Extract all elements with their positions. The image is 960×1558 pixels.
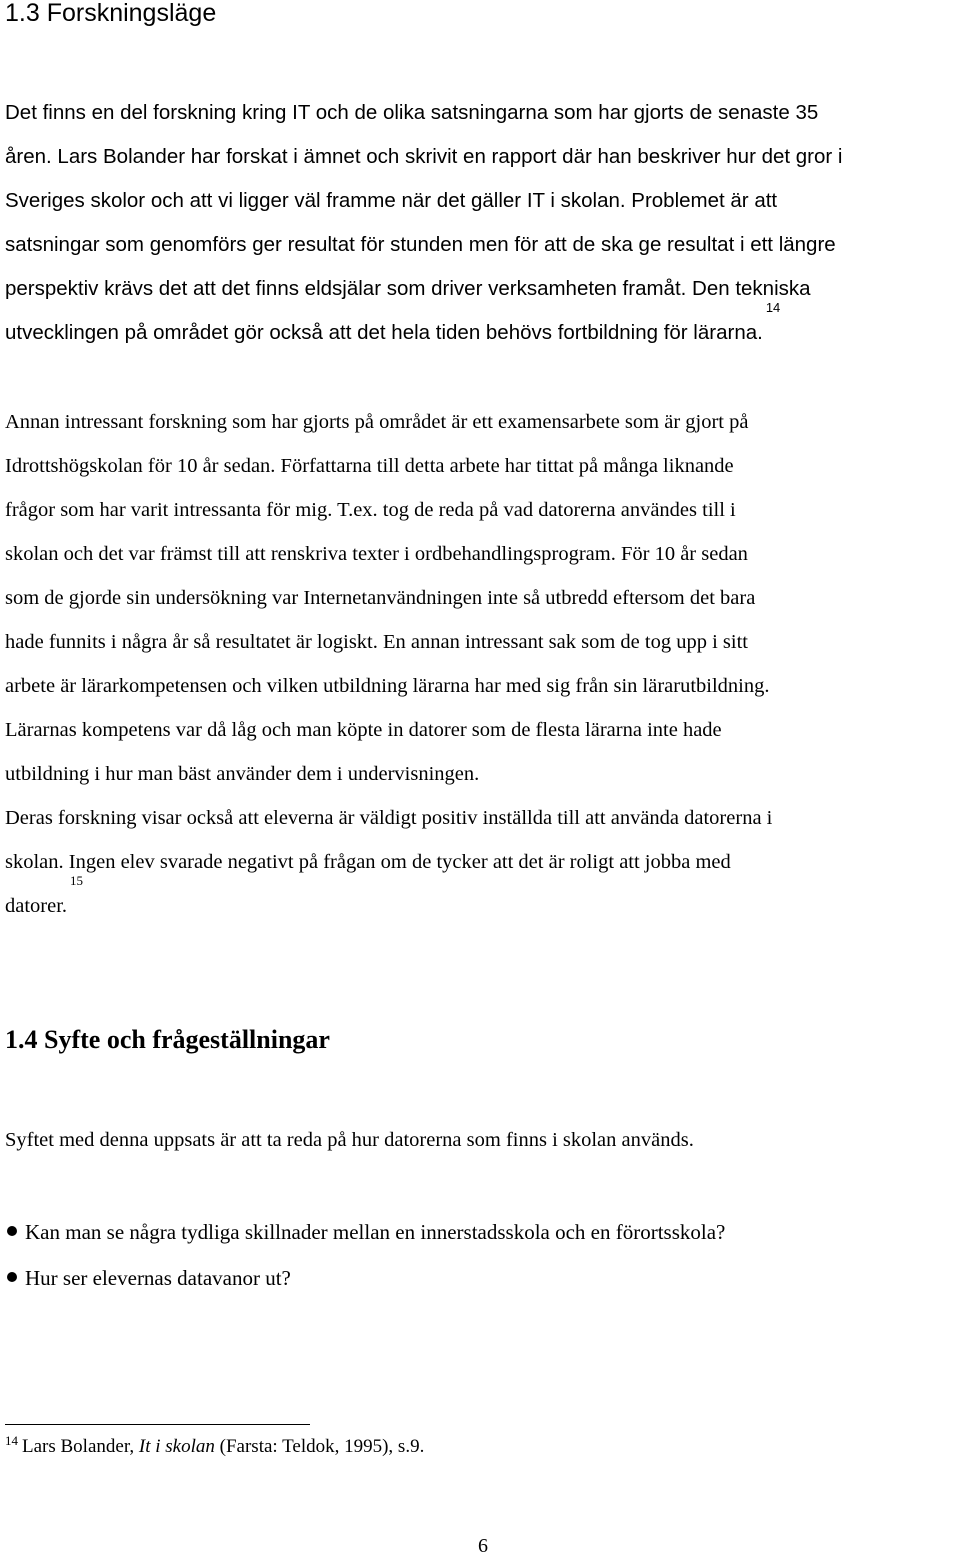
footnote-number: 14 — [5, 1433, 18, 1448]
text-line: Syftet med denna uppsats är att ta reda på hur datorerna som finns i skolan används. — [5, 1129, 694, 1151]
text-line: hade funnits i några år så resultatet är logiskt. En annan intressant sak som de tog upp i sitt — [5, 631, 748, 653]
section-heading-forskningslage: 1.3 Forskningsläge — [5, 0, 217, 27]
text-line-content: datorer. — [5, 895, 68, 917]
text-line: Det finns en del forskning kring IT och de olika satsningarna som har gjorts de senaste 35 — [5, 101, 819, 124]
text-line: skolan och det var främst till att renskriva texter i ordbehandlingsprogram. För 10 år sedan — [5, 543, 748, 565]
text-line-content: utvecklingen på området gör också att det hela tiden behövs fortbildning för lärarna. — [5, 321, 763, 344]
page-number: 6 — [478, 1535, 488, 1557]
footnote-ref: 15 — [70, 873, 84, 888]
footnote-prefix: Lars Bolander, — [22, 1436, 139, 1457]
list-item — [5, 1255, 725, 1301]
question-text: Hur ser elevernas datavanor ut? — [25, 1266, 291, 1290]
text-line: Lärarnas kompetens var då låg och man köpte in datorer som de flesta lärarna inte hade — [5, 719, 722, 741]
text-line: Annan intressant forskning som har gjorts på området är ett examensarbete som är gjort på — [5, 411, 749, 433]
text-line: Sveriges skolor och att vi ligger väl framme när det gäller IT i skolan. Problemet är att — [5, 189, 778, 212]
text-line: satsningar som genomförs ger resultat för stunden men för att de ska ge resultat i ett längre — [5, 233, 836, 256]
section-heading-syfte: 1.4 Syfte och frågeställningar — [5, 1025, 330, 1054]
text-line — [5, 300, 960, 355]
footnote-title: It i skolan — [138, 1436, 215, 1457]
bullet-icon — [7, 1226, 17, 1236]
text-line: frågor som har varit intressanta för mig. T.ex. tog de reda på vad datorerna användes till i — [5, 499, 736, 521]
paragraph-examensarbete — [5, 400, 960, 928]
footnote-ref: 14 — [765, 300, 781, 315]
text-line: skolan. Ingen elev svarade negativt på frågan om de tycker att det är roligt att jobba med — [5, 851, 731, 873]
question-list — [5, 1209, 725, 1301]
paragraph-forskning-intro — [5, 91, 960, 355]
footnote-divider — [5, 1424, 310, 1425]
question-text: Kan man se några tydliga skillnader mellan en innerstadsskola och en förortsskola? — [25, 1220, 726, 1244]
text-line: arbete är lärarkompetensen och vilken utbildning lärarna har med sig från sin lärarutbildning. — [5, 675, 770, 697]
text-line: utbildning i hur man bäst använder dem i undervisningen. — [5, 763, 480, 785]
text-line: åren. Lars Bolander har forskat i ämnet och skrivit en rapport där han beskriver hur det gror i — [5, 145, 843, 168]
footnote-suffix: (Farsta: Teldok, 1995), s.9. — [214, 1436, 425, 1457]
text-line: som de gjorde sin undersökning var Internetanvändningen inte så utbredd eftersom det bara — [5, 587, 756, 609]
list-item — [5, 1209, 725, 1255]
bullet-icon — [7, 1272, 17, 1282]
text-line — [5, 873, 960, 928]
text-line: perspektiv krävs det att det finns eldsjälar som driver verksamheten framåt. Den tekniska — [5, 277, 811, 300]
footnote — [5, 1432, 424, 1462]
paragraph-syfte — [5, 1118, 960, 1162]
text-line: Idrottshögskolan för 10 år sedan. Författarna till detta arbete har tittat på många liknande — [5, 455, 734, 477]
text-line: Deras forskning visar också att eleverna är väldigt positiv inställda till att använda datorerna i — [5, 807, 773, 829]
